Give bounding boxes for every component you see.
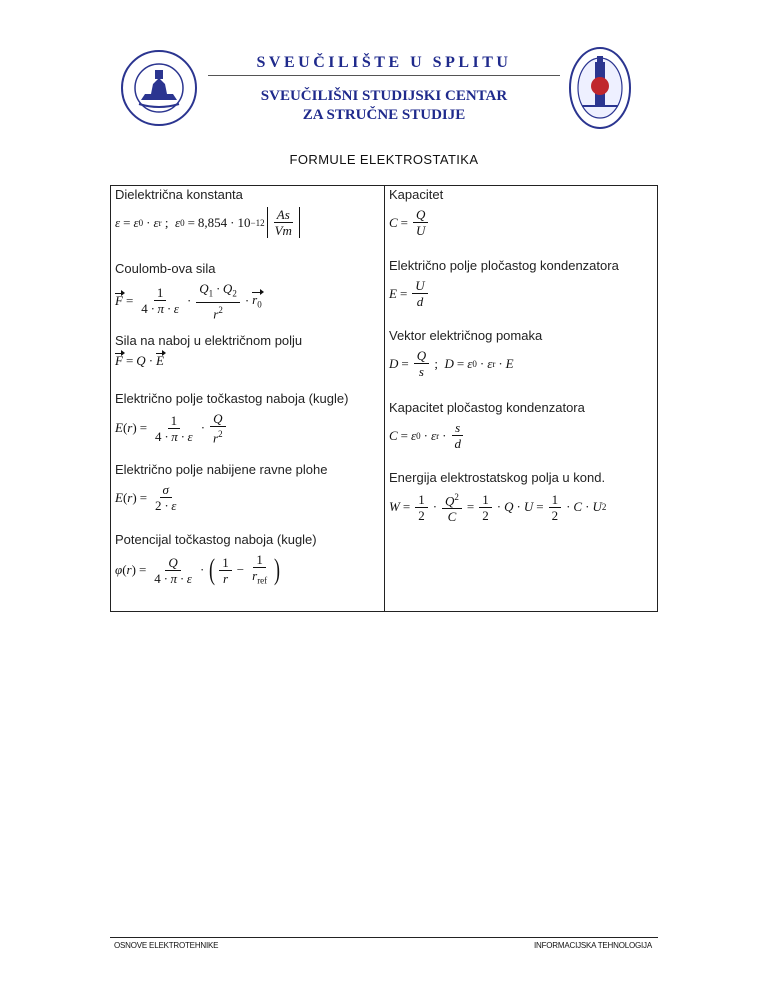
entry-label: Kapacitet pločastog kondenzatora [389,400,585,415]
entry-label: Sila na naboj u električnom polju [115,333,303,348]
document-title: FORMULE ELEKTROSTATIKA [289,152,479,167]
capacitance-formula: C = $\frac{Q}{U}$ [389,207,654,238]
point-potential-formula: φ ( r ) = $\frac{Q}{4 \cdot \pi \cdot \varepsilon}$ · ( $\frac{1}{r}$ − $\frac{1}{r_{ref}}$ ) [115,552,281,587]
studies-centre-name [208,87,560,125]
footer-course-name: OSNOVE ELEKTROTEHNIKE [114,941,219,950]
university-seal-logo [119,48,199,128]
plate-capacitance-entry [389,400,654,451]
field-energy-formula: W = $\frac{1}{2}$ · $\frac{Q^2}{C}$ = $\frac{1}{2}$ · Q · U = $\frac{1}{2}$ · C · U 2 [389,491,607,525]
coulomb-force-entry [115,261,380,321]
plane-field-entry [115,462,380,513]
plate-capacitor-field-entry [389,258,654,309]
permittivity-value: 8,854 [197,214,228,230]
field-energy-entry [389,470,654,524]
charge-force-entry [115,333,380,369]
capacitance-entry [389,187,654,238]
entry-label: Električno polje točkastog naboja (kugle) [115,391,349,406]
point-potential-entry [115,532,380,589]
entry-label: Električno polje nabijene ravne plohe [115,462,328,477]
entry-label: Električno polje pločastog kondenzatora [389,258,619,273]
studies-centre-seal-logo [568,46,632,130]
footer-rule [110,937,658,938]
plate-capacitor-field-formula: E = $\frac{U}{d}$ [389,278,654,309]
entry-label: Vektor električnog pomaka [389,328,543,343]
displacement-vector-entry [389,328,654,379]
entry-label: Energija elektrostatskog polja u kond. [389,470,606,485]
entry-label: Potencijal točkastog naboja (kugle) [115,532,317,547]
header-rule [208,75,560,76]
formula-table [110,185,658,612]
dielectric-constant-formula: ε = ε 0 · ε r ; ε 0 = 8,854 · 10 −12 $\frac{As}{Vm}$ [115,207,380,238]
university-name: SVEUČILIŠTE U SPLITU [256,54,512,71]
entry-label: Dielektrična konstanta [115,187,243,202]
plane-field-formula: E ( r ) = $\frac{\sigma}{2 \cdot \varepsilon}$ [115,482,177,513]
entry-label: Coulomb-ova sila [115,261,216,276]
entry-label: Kapacitet [389,187,444,202]
dielectric-constant-entry [115,187,380,238]
unit-bracket: $\frac{As}{Vm}$ [267,207,300,238]
column-divider [384,186,385,611]
permittivity-exponent: −12 [250,217,265,228]
displacement-vector-formula: D = $\frac{Q}{s}$ ; D = ε 0 · ε r · E [389,348,514,379]
coulomb-force-formula: F = $\frac{1}{4 \cdot \pi \cdot \varepsilon}$ · $\frac{Q_1 \cdot Q_2}{r^2}$ · $r_0$ [115,281,262,321]
plate-capacitance-formula: C = ε 0 · ε r · $\frac{s}{d}$ [389,420,654,451]
centre-name-line-1: SVEUČILIŠNI STUDIJSKI CENTAR [260,88,508,104]
charge-force-formula: F = Q · E [115,353,164,368]
point-charge-field-formula: E ( r ) = $\frac{1}{4 \cdot \pi \cdot \varepsilon}$ · $\frac{Q}{r^2}$ [115,411,380,445]
footer-programme-name: INFORMACIJSKA TEHNOLOGIJA [534,941,652,950]
centre-name-line-2: ZA STRUČNE STUDIJE [302,107,466,123]
point-charge-field-entry [115,391,380,445]
